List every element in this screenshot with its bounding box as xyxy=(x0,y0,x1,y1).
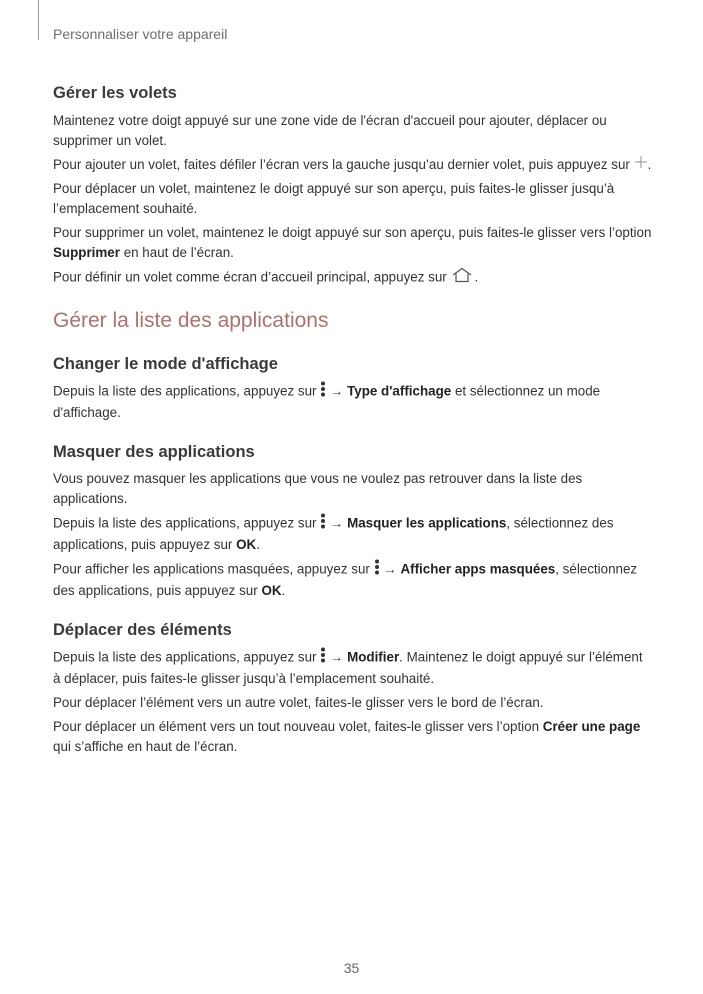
subsection-title-mode: Changer le mode d'affichage xyxy=(53,355,278,374)
page-content xyxy=(53,82,653,761)
paragraph: Vous pouvez masquer les applications que vous ne voulez pas retrouver dans la liste des applications. xyxy=(53,471,583,507)
header-divider xyxy=(38,0,39,40)
paragraph: Pour ajouter un volet, faites défiler l’écran vers la gauche jusqu’au dernier volet, puis appuyez sur . xyxy=(53,155,653,175)
paragraph: Depuis la liste des applications, appuyez sur → Masquer les applications, sélectionnez des applications, puis appuyez sur OK. xyxy=(53,513,653,555)
plus-icon xyxy=(634,155,648,175)
paragraph: Depuis la liste des applications, appuyez sur → Type d'affichage et sélectionnez un mode d'affichage. xyxy=(53,381,653,423)
subsection-title-masquer: Masquer des applications xyxy=(53,443,255,462)
paragraph: Pour déplacer un volet, maintenez le doigt appuyé sur son aperçu, puis faites-le glisser jusqu’à l’emplacement souhaité. xyxy=(53,181,615,217)
page-header: Personnaliser votre appareil xyxy=(53,26,228,42)
home-icon xyxy=(450,267,474,289)
paragraph: Pour afficher les applications masquées, appuyez sur → Afficher apps masquées, sélectionnez des applications, puis appuyez sur OK. xyxy=(53,559,653,601)
section-title-apps: Gérer la liste des applications xyxy=(53,309,329,333)
paragraph: Maintenez votre doigt appuyé sur une zone vide de l'écran d'accueil pour ajouter, déplacer ou supprimer un volet. xyxy=(53,113,607,148)
paragraph: Pour supprimer un volet, maintenez le doigt appuyé sur son aperçu, puis faites-le glisser vers l’option Supprimer en haut de l’écran. xyxy=(53,225,652,261)
section-title-volets: Gérer les volets xyxy=(53,84,177,102)
paragraph: Pour définir un volet comme écran d’accueil principal, appuyez sur . xyxy=(53,267,653,289)
paragraph: Pour déplacer l’élément vers un autre volet, faites-le glisser vers le bord de l’écran. xyxy=(53,695,544,711)
subsection-title-deplacer: Déplacer des éléments xyxy=(53,621,232,640)
page-number: 35 xyxy=(343,960,360,976)
paragraph: Pour déplacer un élément vers un tout nouveau volet, faites-le glisser vers l’option Créer une page qui s’affiche en haut de l’écran. xyxy=(53,719,641,755)
paragraph: Depuis la liste des applications, appuyez sur → Modifier. Maintenez le doigt appuyé sur l’élément à déplacer, puis faites-le glisser jusqu’à l’emplacement souhaité. xyxy=(53,647,653,689)
